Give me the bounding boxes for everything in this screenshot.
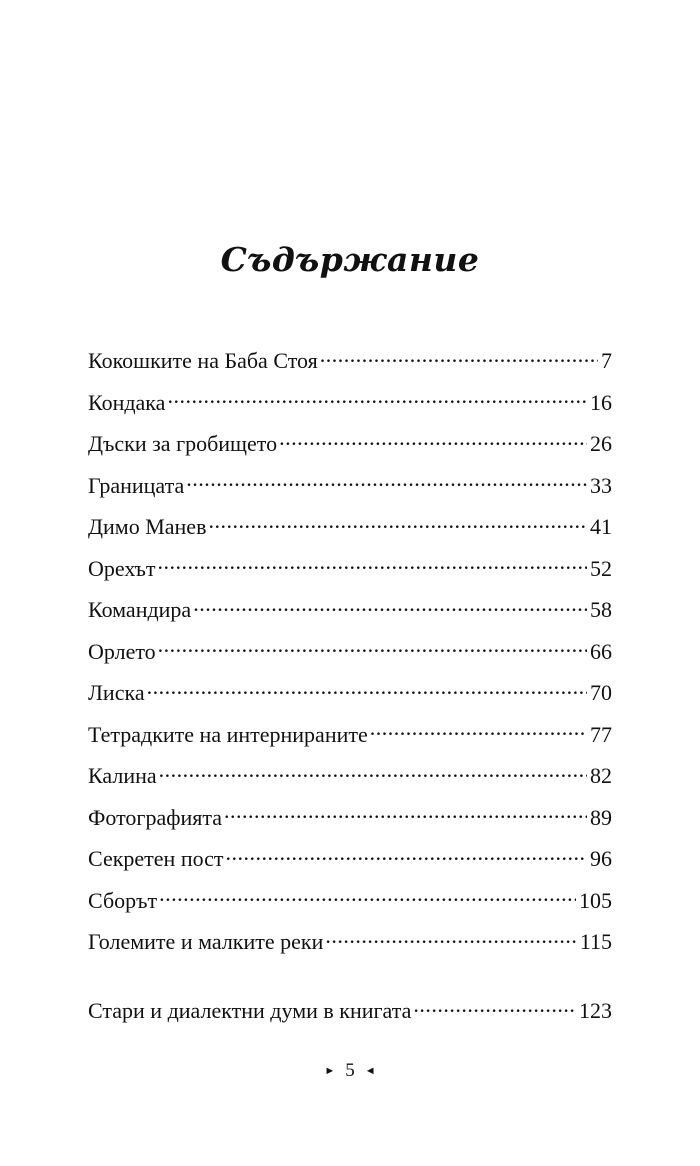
toc-entry xyxy=(88,423,612,465)
toc-entry-title: Орехът xyxy=(88,555,156,581)
toc-entry-title: Кондака xyxy=(88,389,166,415)
toc-entry-page: 105 xyxy=(579,887,612,913)
toc-entry-title: Командира xyxy=(88,597,192,622)
toc-entry-title: Калина xyxy=(88,763,157,788)
toc-entry xyxy=(88,797,612,839)
toc-leader-dots xyxy=(167,388,587,410)
toc-entry-page: 16 xyxy=(590,389,612,415)
toc-entry-title: Границата xyxy=(88,472,185,498)
toc-entry xyxy=(88,714,612,756)
page-number-value: 5 xyxy=(345,1060,355,1081)
toc-entry-page: 82 xyxy=(590,763,612,788)
right-pointer-icon: ► xyxy=(324,1065,336,1077)
toc-entry xyxy=(88,755,612,797)
toc-entry-page: 115 xyxy=(579,929,612,954)
page-title: Съдържание xyxy=(220,240,480,279)
toc-entry-title: Тетрадките на интернираните xyxy=(88,721,368,747)
toc-entry-title: Стари и диалектни думи в книгата xyxy=(88,998,412,1023)
toc-entry-page: 41 xyxy=(590,514,612,539)
toc-entry-page: 7 xyxy=(601,348,612,373)
toc-entry xyxy=(88,990,612,1032)
toc-entry-page: 96 xyxy=(590,846,612,871)
toc-leader-dots xyxy=(208,512,587,534)
toc-entry xyxy=(88,382,612,424)
table-of-contents xyxy=(88,340,612,963)
toc-entry-title: Големите и малките реки xyxy=(88,929,324,954)
toc-entry xyxy=(88,548,612,590)
toc-leader-dots xyxy=(159,761,587,783)
toc-entry-page: 123 xyxy=(579,998,612,1023)
toc-entry-title: Дъски за гробището xyxy=(88,431,278,456)
toc-entry-page: 33 xyxy=(590,472,612,498)
toc-entry xyxy=(88,672,612,714)
toc-entry-title: Лиска xyxy=(88,680,145,705)
toc-entry-page: 89 xyxy=(590,804,612,830)
toc-appendix xyxy=(88,990,612,1032)
toc-leader-dots xyxy=(370,720,587,742)
toc-leader-dots xyxy=(159,886,576,908)
toc-leader-dots xyxy=(325,927,576,949)
toc-entry xyxy=(88,506,612,548)
toc-leader-dots xyxy=(193,595,587,617)
left-pointer-icon: ◄ xyxy=(364,1065,376,1077)
toc-entry-title: Орлето xyxy=(88,638,156,664)
toc-entry xyxy=(88,880,612,922)
page-number xyxy=(0,1060,700,1082)
toc-entry-page: 58 xyxy=(590,597,612,622)
toc-entry-page: 26 xyxy=(590,431,612,456)
toc-entry-title: Кокошките на Баба Стоя xyxy=(88,348,318,373)
toc-entry-page: 52 xyxy=(590,555,612,581)
toc-entry-title: Димо Манев xyxy=(88,514,207,539)
toc-leader-dots xyxy=(158,554,587,576)
toc-entry-page: 66 xyxy=(590,638,612,664)
toc-leader-dots xyxy=(147,678,587,700)
toc-leader-dots xyxy=(158,637,587,659)
toc-entry xyxy=(88,838,612,880)
toc-leader-dots xyxy=(226,844,587,866)
toc-leader-dots xyxy=(224,803,587,825)
toc-leader-dots xyxy=(279,429,587,451)
toc-entry-title: Секретен пост xyxy=(88,846,224,871)
toc-entry xyxy=(88,921,612,963)
toc-entry-title: Фотографията xyxy=(88,804,222,830)
toc-leader-dots xyxy=(413,996,576,1018)
toc-entry xyxy=(88,340,612,382)
toc-entry-page: 70 xyxy=(590,680,612,705)
toc-entry xyxy=(88,631,612,673)
toc-entry xyxy=(88,589,612,631)
toc-entry-title: Сборът xyxy=(88,887,158,913)
toc-entry xyxy=(88,465,612,507)
toc-entry-page: 77 xyxy=(590,721,612,747)
toc-leader-dots xyxy=(186,471,587,493)
toc-leader-dots xyxy=(320,346,598,368)
